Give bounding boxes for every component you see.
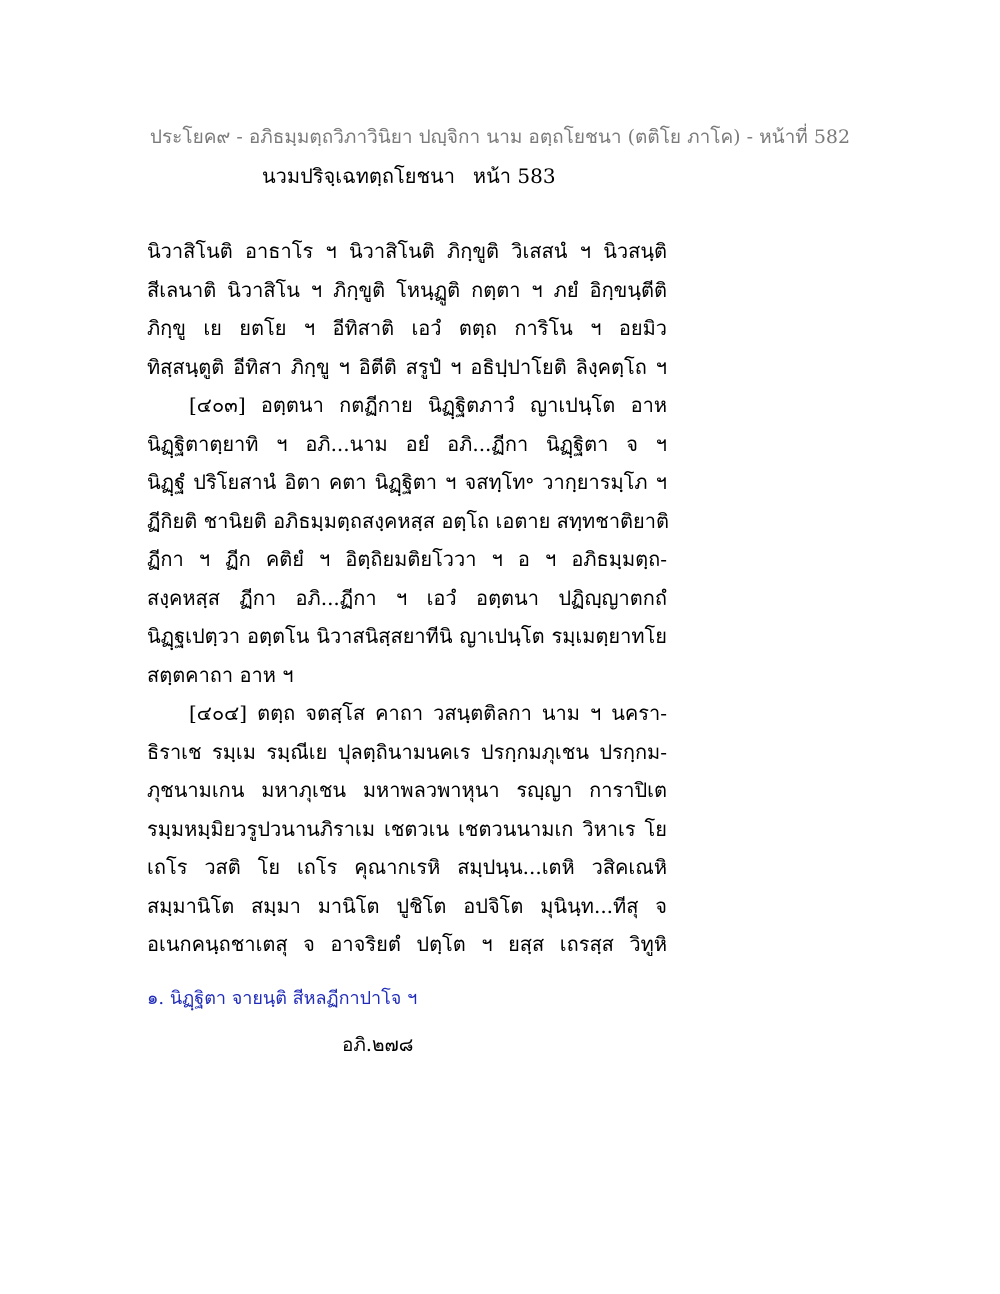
- text-line: เถโร วสติ โย เถโร คุณากเรหิ สมฺปนฺน...เตหิ วสิคเณหิ: [147, 855, 667, 879]
- footnote: ๑. นิฏฺฐิตา จายนฺติ สีหลฏีกาปาโจ ฯ: [147, 988, 418, 1009]
- text-line: ทิสฺสนฺตูติ อีทิสา ภิกฺขู ฯ อิตีติ สรูปํ ฯ อธิปฺปาโยติ ลิงฺคตฺโถ ฯ: [147, 354, 667, 379]
- text-line: นิฏฺฐิตาตฺยาทิ ฯ อภิ...นาม อยํ อภิ...ฏีกา นิฏฺฐิตา จ ฯ: [147, 431, 667, 456]
- text-line: ภุชนามเกน มหาภุเชน มหาพลวพาหุนา รญฺญา การาปิเต: [147, 778, 667, 802]
- text-line: นิวาสิโนติ อาธาโร ฯ นิวาสิโนติ ภิกฺขูติ วิเสสนํ ฯ นิวสนฺติ: [147, 239, 667, 263]
- text-line: ฏีกิยติ ชานิยติ อภิธมฺมตฺถสงฺคหสฺส อตฺโถ เอตาย สทฺทชาติยาติ: [147, 508, 669, 533]
- page-number: อภิ.๒๗๘: [342, 1034, 414, 1056]
- text-line: สงฺคหสฺส ฏีกา อภิ...ฏีกา ฯ เอวํ อตฺตนา ปฏิญฺญาตกถํ: [147, 585, 667, 610]
- text-line: นิฏฺฐํ ปริโยสานํ อิตา คตา นิฏฺฐิตา ฯ จสทฺโท॰ วากฺยารมฺโภ ฯ: [147, 470, 667, 494]
- running-header: ประโยค๙ - อภิธมฺมตฺถวิภาวินิยา ปญฺจิกา นาม อตฺถโยชนา (ตติโย ภาโค) - หน้าที่ 582: [149, 126, 851, 148]
- text-line: นิฏฺฐเปตฺวา อตฺตโน นิวาสนิสฺสยาทีนิ ญาเปนฺโต รมฺเมตฺยาทโย: [147, 624, 667, 648]
- chapter-title: นวมปริจฺเฉทตฺถโยชนา: [262, 164, 455, 188]
- body-text: [147, 232, 667, 964]
- text-line: สตฺตคาถา อาห ฯ: [147, 662, 294, 687]
- text-line: ภิกฺขู เย ยตโย ฯ อีทิสาติ เอวํ ตตฺถ การิโน ฯ อยมิว: [147, 316, 667, 340]
- text-line: รมฺมหมฺมิยวรูปวนานภิราเม เชตวเน เชตวนนามเก วิหาเร โย: [147, 816, 667, 841]
- text-line: อเนกคนฺถชาเตสุ จ อาจริยตํ ปตฺโต ฯ ยสฺส เถรสฺส วิทูหิ: [147, 932, 667, 956]
- page-header: [262, 160, 556, 192]
- page-label: หน้า 583: [472, 164, 556, 188]
- text-line: สีเลนาติ นิวาสิโน ฯ ภิกฺขูติ โหนฺฏูติ กตฺตา ฯ ภยํ อิกฺขนฺตีติ: [147, 277, 667, 302]
- paragraph-start-404: [๔๐๔] ตตฺถ จตสฺโส คาถา วสนฺตติลกา นาม ฯ นครา-: [189, 701, 667, 725]
- text-line: ฏีกา ฯ ฏีก คติยํ ฯ อิตฺถิยมติยโววา ฯ อ ฯ อภิธมฺมตฺถ-: [147, 547, 667, 571]
- paragraph-start-403: [๔๐๓] อตฺตนา กตฏีกาย นิฏฺฐิตภาวํ ญาเปนฺโต อาห: [189, 393, 667, 417]
- text-line: ธิราเช รมฺเม รมฺณีเย ปุลตฺถินามนคเร ปรกฺกมภุเชน ปรกฺกม-: [147, 739, 667, 764]
- text-line: สมฺมานิโต สมฺมา มานิโต ปูชิโต อปจิโต มุนินฺท...ทีสุ จ: [147, 893, 667, 918]
